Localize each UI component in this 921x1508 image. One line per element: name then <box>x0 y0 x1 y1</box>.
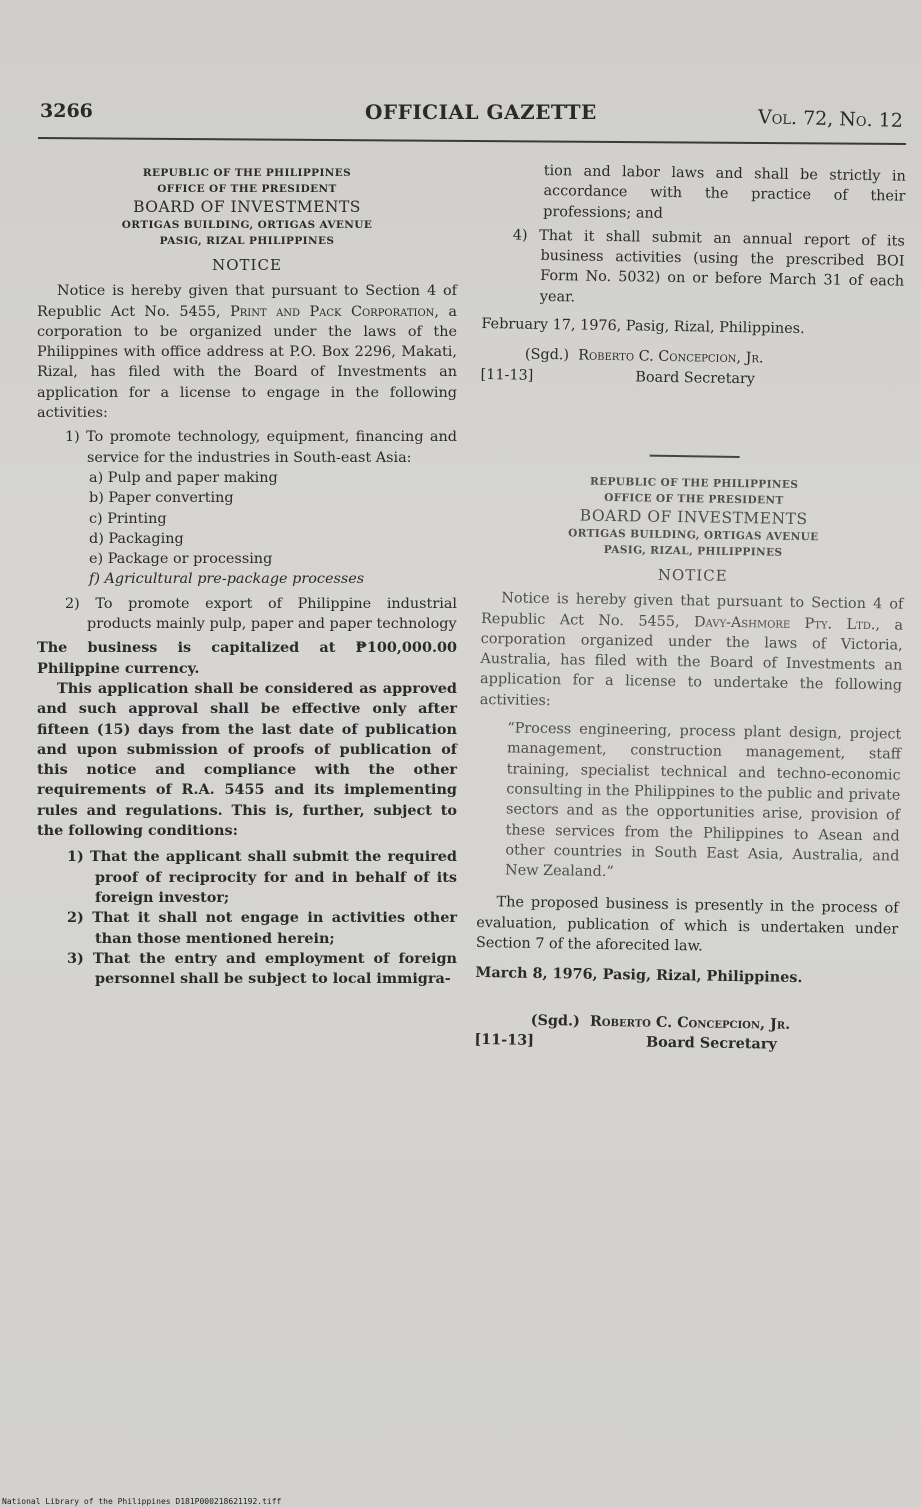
volume-number: Vol. 72, No. 12 <box>757 106 904 132</box>
notice-date: February 17, 1976, Pasig, Rizal, Philippines. <box>481 316 805 338</box>
notice-intro: Notice is hereby given that pursuant to Section 4 of Republic Act No. 5455, Print and Pack Corporation, a corporation to be organized under the laws of the Philippines with office address at P.O. Box 2296, Makati, Rizal, has filed with the Board of Investments an application for a license to engage in the following activities: <box>37 283 457 422</box>
activity-subitem: d) Packaging <box>89 530 184 547</box>
condition-continuation: tion and labor laws and shall be strictly in accordance with the practice of their professions; and <box>543 162 906 222</box>
activity-item: 1) To promote technology, equipment, financing and service for the industries in South-east Asia: <box>65 429 457 466</box>
signatory-name: Roberto C. Concepcion, Jr. <box>578 347 764 367</box>
authority-address: ORTIGAS BUILDING, ORTIGAS AVENUE <box>568 527 819 544</box>
sgd-label: (Sgd.) <box>530 1011 581 1030</box>
notice-heading: NOTICE <box>657 565 728 585</box>
approval-paragraph: This application shall be considered as approved and such approval shall be effective only after fifteen (15) days from the last date of publication and upon submission of proofs of publication of this notice and compliance with the other requirements of R.A. 5455 and its implementing rules and regulations. This is, further, subject to the following conditions: <box>37 679 457 840</box>
signatory-name: Roberto C. Concepcion, Jr. <box>589 1012 791 1033</box>
signature-block <box>474 1010 897 1057</box>
activity-subitem: b) Paper converting <box>89 490 234 507</box>
signatory-title: Board Secretary <box>645 1033 777 1053</box>
activity-item: 2) To promote export of Philippine industrial products mainly pulp, paper and paper technology <box>65 595 457 633</box>
notice-heading: NOTICE <box>212 256 282 274</box>
reference-code: [11-13] <box>474 1030 535 1049</box>
authority-name: BOARD OF INVESTMENTS <box>133 198 361 216</box>
activity-subitem: c) Printing <box>89 510 167 527</box>
sgd-label: (Sgd.) <box>524 347 570 364</box>
notice-date: March 8, 1976, Pasig, Rizal, Philippines. <box>475 964 803 987</box>
company-name: Print and Pack Corporation <box>230 303 435 320</box>
authority-line: OFFICE OF THE PRESIDENT <box>604 491 784 507</box>
authority-address: PASIG, RIZAL PHILIPPINES <box>159 235 335 247</box>
activity-subitem: a) Pulp and paper making <box>89 469 278 486</box>
condition-item: 3) That the entry and employment of foreign personnel shall be subject to local immigra- <box>67 949 457 988</box>
condition-item: 4) That it shall submit an annual report of its business activities (using the prescribed BOI Form No. 5032) on or before March 31 of each year. <box>512 227 905 306</box>
notice-1-continuation <box>480 160 905 392</box>
condition-item: 1) That the applicant shall submit the required proof of reciprocity for and in behalf of its foreign investor; <box>67 848 457 906</box>
reference-code: [11-13] <box>480 366 534 384</box>
activity-subitem: e) Package or processing <box>89 551 273 568</box>
evaluation-paragraph: The proposed business is presently in the process of evaluation, publication of which is undertaken under Section 7 of the aforecited law. <box>475 894 899 955</box>
activities-quote: “Process engineering, process plant design, project management, construction management, staff training, specialist technical and techno-economic consulting in the Philippines to the public and private sectors and as the opportunities arise, provision of these services from the Philippines to Asean and other countries in South East Asia, Australia, and New Zealand.” <box>504 720 902 881</box>
section-divider <box>650 455 740 458</box>
signature-block <box>480 344 903 391</box>
authority-line: REPUBLIC OF THE PHILIPPINES <box>142 167 352 179</box>
page-number: 3266 <box>40 100 93 122</box>
authority-address: ORTIGAS BUILDING, ORTIGAS AVENUE <box>121 219 373 231</box>
signatory-title: Board Secretary <box>635 369 756 387</box>
condition-item: 2) That it shall not engage in activities other than those mentioned herein; <box>67 909 457 947</box>
activity-subitem: f) Agricultural pre-package processes <box>89 571 365 588</box>
publication-title: OFFICIAL GAZETTE <box>365 100 597 124</box>
authority-address: PASIG, RIZAL, PHILIPPINES <box>603 543 783 559</box>
notice-2-column <box>474 430 906 1057</box>
page-header <box>40 100 903 140</box>
notice-1-column <box>37 165 457 989</box>
scan-footer: National Library of the Philippines D181P000218621192.tiff <box>2 1497 282 1506</box>
company-name: Davy-Ashmore Pty. Ltd. <box>693 613 876 633</box>
notice-intro: Notice is hereby given that pursuant to Section 4 of Republic Act No. 5455, Davy-Ashmore Pty. Ltd., a corporation organized under the laws of Victoria, Australia, has filed with the Board of Investments an application for a license to undertake the following activities: <box>479 590 904 709</box>
authority-name: BOARD OF INVESTMENTS <box>579 506 808 529</box>
authority-line: REPUBLIC OF THE PHILIPPINES <box>589 475 799 491</box>
capital-statement: The business is capitalized at ₱100,000.00 Philippine currency. <box>37 639 457 677</box>
authority-line: OFFICE OF THE PRESIDENT <box>157 183 337 195</box>
